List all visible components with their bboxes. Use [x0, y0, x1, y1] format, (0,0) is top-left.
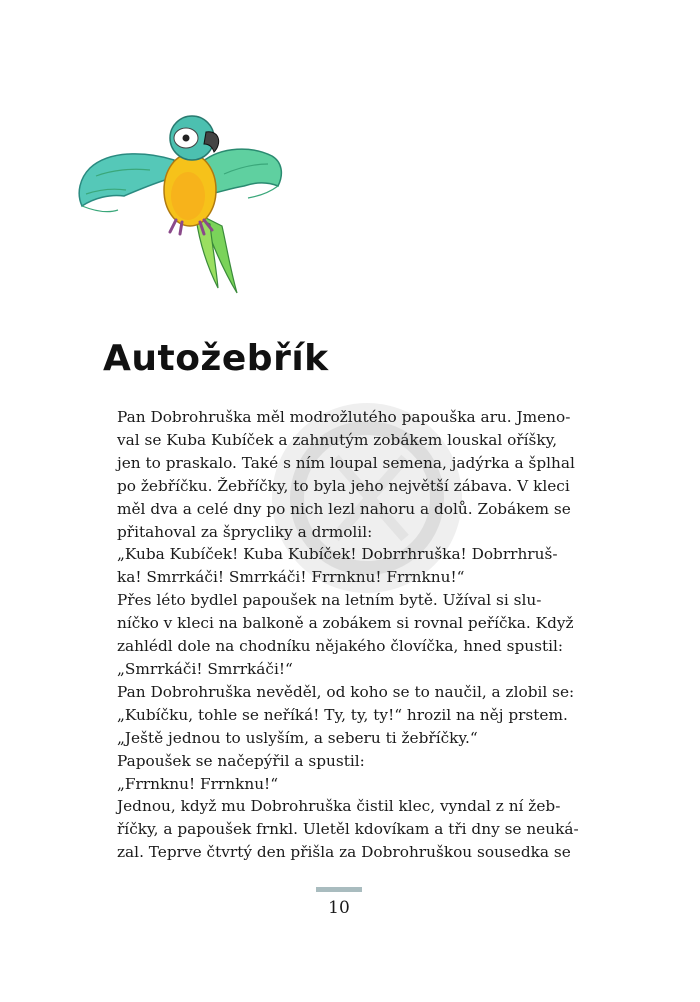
- text-line: „Ještě jednou to uslyším, a seberu ti žebříčky.“: [117, 728, 478, 747]
- text-line: Jednou, když mu Dobrohruška čistil klec, vyndal z ní žeb-: [117, 797, 561, 816]
- paragraph: [103, 681, 583, 704]
- text-line: jen to praskalo. Také s ním loupal semena, jadýrka a šplhal: [117, 453, 575, 472]
- text-line: zal. Teprve čtvrtý den přišla za Dobrohruškou sousedka se: [117, 843, 571, 862]
- paragraph: [103, 406, 583, 543]
- paragraph: [103, 795, 583, 864]
- paragraph: [103, 543, 583, 589]
- text-line: říčky, a papoušek frnkl. Uletěl kdovíkam a tři dny se neuká-: [117, 820, 579, 839]
- paragraph: [103, 750, 583, 773]
- parrot-eye: [183, 135, 190, 142]
- paragraph: [103, 589, 583, 658]
- footer-rule: [316, 887, 362, 892]
- text-line: Pan Dobrohruška nevěděl, od koho se to naučil, a zlobil se:: [117, 682, 575, 701]
- text-line: „Frrnknu! Frrnknu!“: [117, 774, 279, 793]
- text-line: po žebříčku. Žebříčky, to byla jeho největší zábava. V kleci: [117, 476, 570, 495]
- text-line: „Smrrkáči! Smrrkáči!“: [117, 659, 293, 678]
- story-text: [103, 406, 583, 864]
- text-line: „Kubíčku, tohle se neříká! Ty, ty, ty!“ hrozil na něj prstem.: [117, 705, 568, 724]
- page-title: Autožebřík: [103, 338, 329, 379]
- text-line: Papoušek se načepýřil a spustil:: [117, 751, 365, 770]
- text-line: Přes léto bydlel papoušek na letním bytě. Užíval si slu-: [117, 591, 542, 610]
- page-number: 10: [328, 898, 350, 918]
- paragraph: [103, 704, 583, 750]
- macaw-parrot-illustration: [72, 98, 287, 298]
- text-line: níčko v kleci na balkoně a zobákem si rovnal peříčka. Když: [117, 614, 574, 633]
- text-line: „Kuba Kubíček! Kuba Kubíček! Dobrrhruška! Dobrrhruš-: [117, 545, 558, 564]
- text-line: val se Kuba Kubíček a zahnutým zobákem louskal oříšky,: [117, 430, 558, 449]
- text-line: ka! Smrrkáči! Smrrkáči! Frrnknu! Frrnknu!“: [117, 568, 465, 587]
- text-line: zahlédl dole na chodníku nějakého človíčka, hned spustil:: [117, 637, 564, 656]
- paragraph: [103, 658, 583, 681]
- paragraph: [103, 773, 583, 796]
- text-line: Pan Dobrohruška měl modrožlutého papouška aru. Jmeno-: [117, 408, 571, 426]
- text-line: měl dva a celé dny po nich lezl nahoru a dolů. Zobákem se: [117, 499, 571, 518]
- text-line: přitahoval za šprycliky a drmolil:: [117, 522, 373, 541]
- parrot-left-wing: [79, 154, 174, 206]
